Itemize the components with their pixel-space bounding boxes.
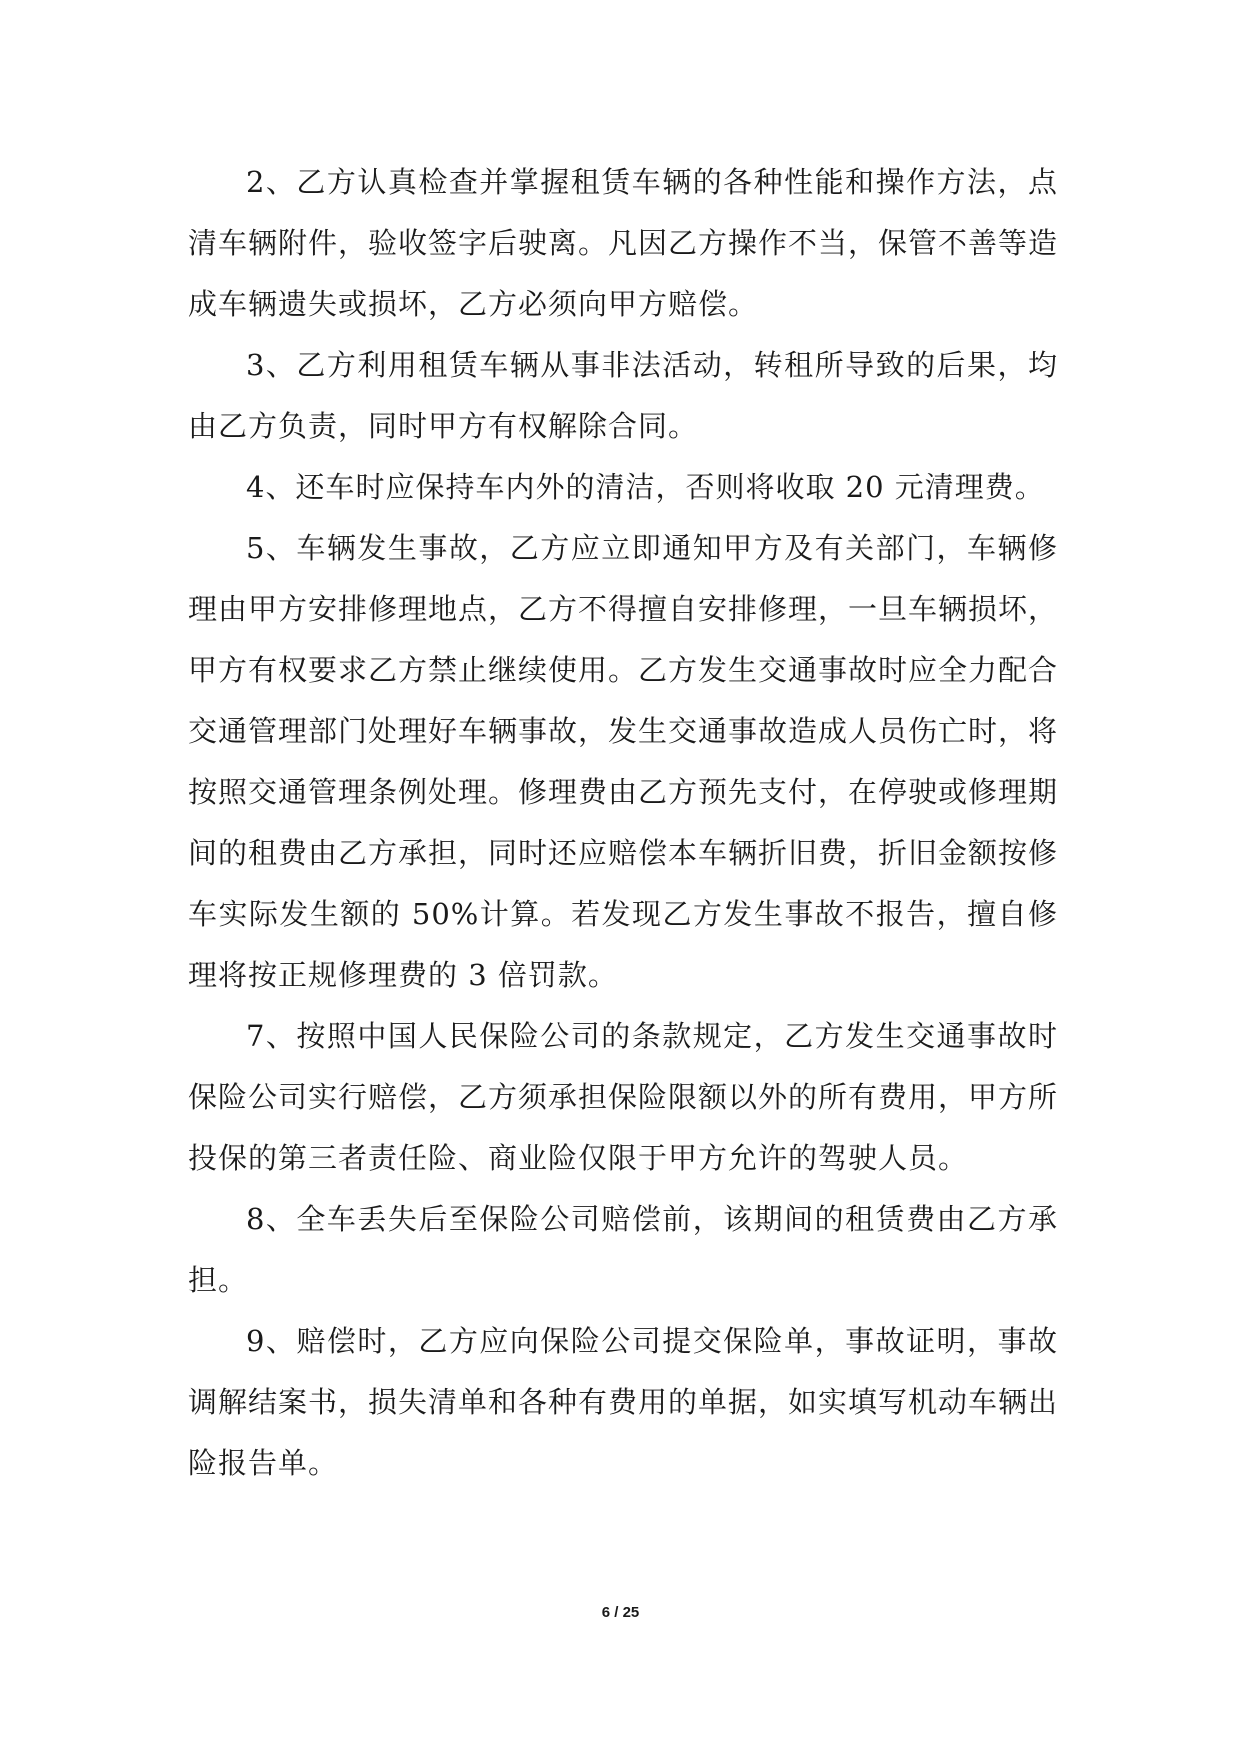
clause-7-paragraph: 7、按照中国人民保险公司的条款规定，乙方发生交通事故时保险公司实行赔偿，乙方须承担保险限额以外的所有费用，甲方所投保的第三者责任险、商业险仅限于甲方允许的驾驶人员。: [188, 1019, 1059, 1175]
page-number: 6 / 25: [601, 1604, 640, 1621]
clause-3-paragraph: 3、乙方利用租赁车辆从事非法活动，转租所导致的后果，均由乙方负责，同时甲方有权解除合同。: [188, 348, 1058, 443]
clause-5-paragraph: 5、车辆发生事故，乙方应立即通知甲方及有关部门，车辆修理由甲方安排修理地点，乙方不得擅自安排修理，一旦车辆损坏，甲方有权要求乙方禁止继续使用。乙方发生交通事故时应全力配合交通管理部门处理好车辆事故，发生交通事故造成人员伤亡时，将按照交通管理条例处理。修理费由乙方预先支付，在停驶或修理期间的租费由乙方承担，同时还应赔偿本车辆折旧费，折旧金额按修车实际发生额的 50%计算。若发现乙方发生事故不报告，擅自修理将按正规修理费的 3 倍罚款。: [188, 531, 1059, 992]
clause-8-paragraph: 8、全车丢失后至保险公司赔偿前，该期间的租赁费由乙方承担。: [188, 1202, 1058, 1297]
clause-4-paragraph: 4、还车时应保持车内外的清洁，否则将收取 20 元清理费。: [246, 470, 1045, 504]
document-body: [188, 152, 1058, 1494]
clause-2-paragraph: 2、乙方认真检查并掌握租赁车辆的各种性能和操作方法，点清车辆附件，验收签字后驶离。凡因乙方操作不当，保管不善等造成车辆遗失或损坏，乙方必须向甲方赔偿。: [188, 165, 1059, 321]
clause-9-paragraph: 9、赔偿时，乙方应向保险公司提交保险单，事故证明，事故调解结案书，损失清单和各种有费用的单据，如实填写机动车辆出险报告单。: [188, 1324, 1059, 1480]
